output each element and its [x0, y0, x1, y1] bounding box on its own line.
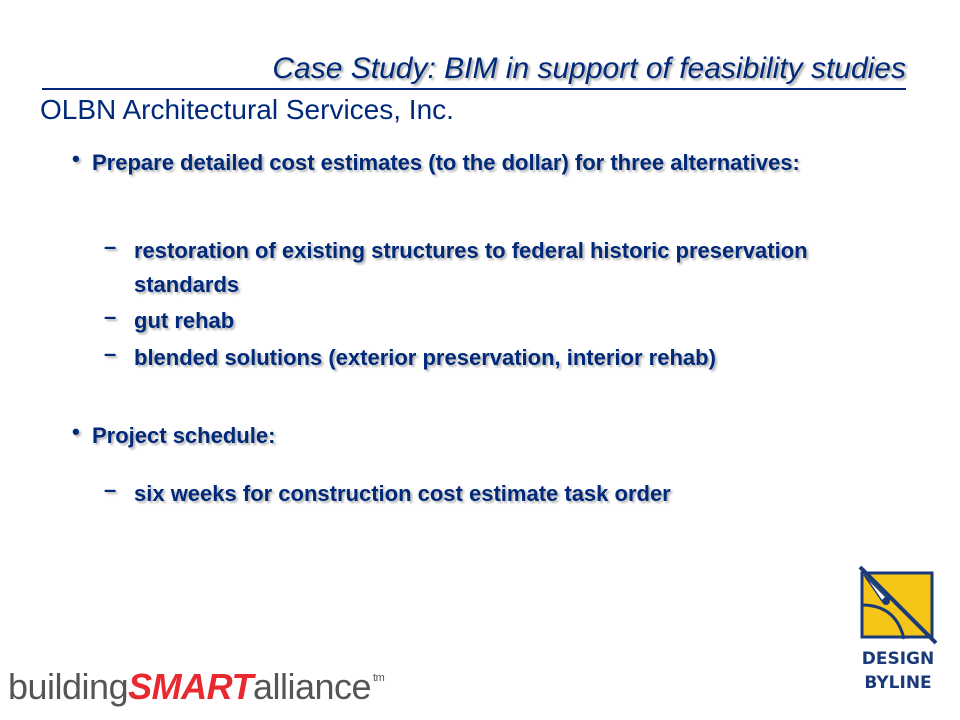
sub-item-text: blended solutions (exterior preservation, interior rehab): [134, 345, 716, 370]
design-byline-emblem-icon: [856, 565, 940, 647]
bullet-text: Prepare detailed cost estimates (to the dollar) for three alternatives:: [92, 150, 800, 175]
dash-glyph: –: [104, 477, 117, 502]
dash-glyph: –: [104, 304, 117, 329]
bullet-item: [72, 419, 852, 453]
slide-title: Case Study: BIM in support of feasibility studies: [42, 52, 906, 90]
bullet-glyph: •: [72, 419, 80, 444]
dash-glyph: –: [104, 234, 117, 259]
logo-word-smart: SMART: [128, 666, 253, 707]
sub-item: [104, 341, 904, 375]
logo-trademark: tm: [373, 672, 385, 684]
building-smart-alliance-logo: [8, 666, 384, 708]
sub-item: [104, 304, 904, 338]
logo-word-design: DESIGN: [861, 649, 935, 669]
sub-item-text: restoration of existing structures to federal historic preservation standards: [134, 238, 808, 297]
logo-word-byline: BYLINE: [864, 673, 932, 693]
sub-item: [104, 234, 904, 302]
bullet-glyph: •: [72, 146, 80, 171]
bullet-text: Project schedule:: [92, 423, 276, 448]
bullet-item: [72, 146, 852, 180]
logo-word-building: building: [8, 666, 129, 707]
sub-item: [104, 477, 904, 511]
sub-item-text: gut rehab: [134, 308, 235, 333]
logo-word-alliance: alliance: [252, 666, 372, 707]
design-byline-logo: [856, 565, 940, 700]
slide-subtitle: OLBN Architectural Services, Inc.: [40, 94, 454, 125]
dash-glyph: –: [104, 341, 117, 366]
sub-item-text: six weeks for construction cost estimate task order: [134, 481, 671, 506]
